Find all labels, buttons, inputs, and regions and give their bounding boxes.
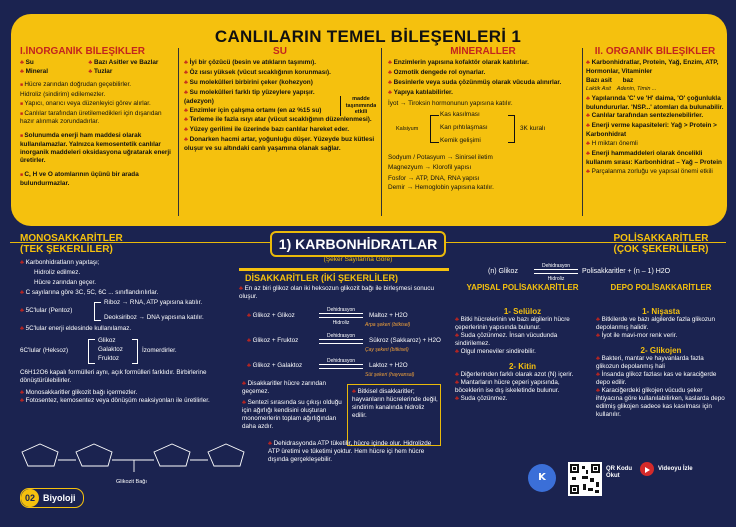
- di-reactant: ♣ Glikoz + Fruktoz: [247, 337, 298, 345]
- mineral-row: Demir → Hemoglobin yapısına katılır.: [388, 184, 494, 192]
- qr-code[interactable]: [568, 462, 602, 496]
- qr-icon: [568, 462, 602, 496]
- di-reactions: [239, 306, 444, 378]
- starch-item: ♣ Bitkilerde ve bazı algilerde fazla glikozun depolanmış halidir.: [596, 316, 726, 332]
- cellulose-head: 1- Selüloz: [503, 307, 542, 316]
- poli-head2: (ÇOK ŞEKERLİLER): [613, 244, 709, 255]
- glycogen-head: 2- Glikojen: [640, 346, 682, 355]
- di-product: Sükroz (Sakkaroz) + H2O: [369, 337, 441, 344]
- calcium-item: Kemik gelişimi: [440, 136, 481, 144]
- inorganic-item: ♣ Mineral: [20, 68, 88, 77]
- mono-head1: MONOSAKKARİTLER: [20, 233, 123, 244]
- inorganic-item: ♣ Tuzlar: [88, 68, 172, 77]
- di-arrow: [319, 317, 363, 318]
- poli-dehyd: Dehidrasyon: [541, 263, 571, 269]
- di-arrow: [319, 313, 363, 314]
- di-product: Maltoz + H2O: [369, 312, 408, 319]
- organic-prop: ♣ Canlılar tarafından sentezlenebilirler.: [586, 112, 724, 121]
- mono-formula: C6H12O6 kapalı formülleri aynı, açık formülleri farklıdır. Birbirlerine dönüştürülebilirler.: [20, 369, 207, 384]
- mono-note: ♣ Monosakkaritler glikozit bağı içermezler.: [20, 389, 250, 397]
- mineral-prop: ♣ Besinlerle veya suda çözünmüş olarak vücuda alınırlar.: [388, 79, 578, 88]
- water-prop: ♣ Öz ısısı yüksek (vücut sıcaklığının korunması).: [184, 69, 376, 78]
- page-badge: [20, 488, 84, 508]
- poli-arrow: [534, 273, 578, 274]
- di-head: DİSAKKARİTLER (İKİ ŞEKERLİLER): [245, 273, 398, 283]
- glycogen-item: ♣ Bakteri, mantar ve hayvanlarda fazla glikozun depolanmış hali: [596, 355, 726, 371]
- di-intro: ♣ En az biri glikoz olan iki heksozun glikozit bağı ile birleşmesi sonucu oluşur.: [239, 285, 444, 301]
- mineral-row: Sodyum / Potasyum → Sinirsel iletim: [388, 153, 493, 161]
- calcium-diagram: [388, 109, 578, 151]
- chitin-item: ♣ Suda çözünmez.: [455, 395, 590, 403]
- hexose-isomer: İzomerdirler.: [142, 347, 177, 354]
- water-side-note: madde taşınımında etkili: [340, 96, 376, 116]
- page-number: 02: [21, 489, 39, 507]
- sugar-ring: [208, 444, 244, 466]
- glycogen-item: ♣ Karaciğerdeki glikojen vücudu şeker ihtiyacına göre kullanılabilirken, kaslarda depo edilmiş glikojen sadece kas kasılması için kullanılır.: [596, 387, 726, 419]
- starch-head: 1- Nişasta: [642, 307, 680, 316]
- calcium-vit: 3K kuralı: [520, 124, 546, 132]
- cellulose-item: ♣ Olgul meneviler sindirebilir.: [455, 348, 590, 356]
- poli-eq-left: (n) Glikoz: [488, 268, 518, 275]
- sugar-ring: [154, 444, 190, 466]
- hexose-bracket: [88, 339, 95, 364]
- di-dehyd-label: Dehidrasyon: [326, 307, 356, 313]
- water-prop: ♣ Su molekülleri birbirini çeker (kohezyon): [184, 79, 334, 88]
- di-product: Laktoz + H2O: [369, 362, 408, 369]
- di-bar: [239, 268, 449, 271]
- poli-arrow: [534, 269, 578, 270]
- di-prop: ♣ Sentezi sırasında su çıkışı olduğu için ağırlığı kendisini oluşturan monomerlerin toplam ağırlığından daha azdır.: [242, 399, 342, 431]
- starch-item: ♣ İyot ile mavi-mor renk verir.: [596, 332, 726, 340]
- di-dehyd-label: Dehidrasyon: [326, 358, 356, 364]
- hexose-item: Glikoz: [98, 337, 116, 344]
- calcium-item: Kan pıhtılaşması: [440, 123, 488, 131]
- di-prop: ♣ Disakkaritler hücre zarından geçemez.: [242, 380, 342, 396]
- poli-equation: [488, 262, 728, 282]
- minerals-head: MİNERALLER: [450, 46, 516, 57]
- video-caption: Videoyu İzle: [658, 466, 693, 472]
- calcium-label: Kalsiyum: [396, 125, 419, 132]
- di-props-right: [352, 388, 438, 420]
- carb-subtitle: (Şeker Sayılarına Göre): [323, 256, 393, 263]
- poli-hidro: Hidroliz: [547, 276, 565, 282]
- structural-head: YAPISAL POLİSAKKARİTLER: [466, 283, 579, 292]
- di-reactant: ♣ Glikoz + Glikoz: [247, 312, 295, 320]
- page-title: CANLILARIN TEMEL BİLEŞENLERİ 1: [214, 27, 522, 46]
- mineral-row: Magnezyum → Klorofil yapısı: [388, 164, 472, 172]
- poli-section: [596, 233, 726, 255]
- organic-prop: ♣ H miktarı önemli: [586, 140, 724, 149]
- iyot-desc: Tiroksin hormonunun yapısına katılır.: [408, 99, 513, 107]
- structural-head-wrap: [455, 283, 590, 292]
- water-prop: ♣ Su molekülleri farklı tip yüzeylere yapışır. (adezyon): [184, 89, 334, 106]
- subject-label: Biyoloji: [43, 493, 76, 503]
- organic-prop: ♣ Enerji verme kapasiteleri: Yağ > Protein > Karbonhidrat: [586, 122, 724, 139]
- hexose-item: Galaktoz: [98, 346, 123, 353]
- inorganic-item: ♣ Bazı Asitler ve Bazlar: [88, 59, 172, 68]
- water-prop: ♣ Yüzey gerilimi ile üzerinde bazı canlılar hareket eder.: [184, 126, 376, 135]
- sugar-ring: [76, 444, 112, 466]
- minerals-column: [388, 46, 578, 218]
- di-desc: Süt şekeri (hayvansal): [365, 372, 415, 378]
- divider: [381, 48, 382, 216]
- inorganic-prop: ■ C, H ve O atomlarının üçünü bir arada bulundurmazlar.: [20, 171, 172, 188]
- organic-acid-row: Bazı asit baz: [586, 76, 634, 84]
- carb-title: 1) KARBONHİDRATLAR: [270, 231, 446, 257]
- inorganic-list: [20, 59, 172, 77]
- di-prop: ♣ Dehidrasyonda ATP tüketilir, hücre içinde olur. Hidrolizde ATP üretimi ve tüketimi yoktur. Hem hücre içi hem hücre dışında gerçekleşebilir.: [268, 440, 438, 464]
- pentose-riboz: Riboz → RNA, ATP yapısına katılır.: [104, 299, 203, 306]
- hexose-item: Fruktoz: [98, 355, 119, 362]
- brand-logo: K: [528, 464, 556, 492]
- di-arrow: [319, 343, 363, 344]
- iyot-row: İyot → Tiroksin hormonunun yapısına katılır.: [388, 99, 513, 107]
- divider: [582, 48, 583, 216]
- water-prop: ♣ Terleme ile fazla ısıyı atar (vücut sıcaklığının düzenlenmesi).: [184, 116, 376, 125]
- di-props-left: [242, 380, 342, 431]
- iyot-label: İyot: [388, 99, 399, 107]
- water-prop: ♣ Enzimler için çalışma ortamı (en az %15 su): [184, 107, 376, 116]
- di-body: [239, 285, 444, 301]
- sugar-ring: [22, 444, 58, 466]
- di-footnote: [268, 440, 438, 464]
- di-section: [245, 273, 445, 284]
- mono-note: ♣ Fotosentez, kemosentez veya dönüşüm reaksiyonları ile üretilirler.: [20, 397, 250, 405]
- cellulose-item: ♣ Suda çözünmez. İnsan vücudunda sindirilemez.: [455, 332, 590, 348]
- organic-prop: ♣ Parçalanma zorluğu ve yapısal önemi etkili: [586, 168, 724, 177]
- inorganic-prop: ■ Canlılar tarafından üretilemedikleri için dışarıdan hazır alınmak zorundadırlar.: [20, 110, 172, 127]
- di-hidro-label: Hidroliz: [332, 320, 350, 326]
- storage-head: DEPO POLİSAKKARİTLER: [610, 283, 712, 292]
- mono-line: Hücre zarından geçer.: [34, 279, 96, 286]
- mono-line: Hidroliz edilmez.: [34, 269, 81, 276]
- di-reactant: ♣ Glikoz + Galaktoz: [247, 362, 302, 370]
- storage-head-wrap: [596, 283, 726, 292]
- di-arrow: [319, 368, 363, 369]
- water-column: [184, 46, 376, 218]
- glycogen-item: ♣ İnsanda glikoz fazlası kas ve karaciğerde depo edilir.: [596, 371, 726, 387]
- pentose-diagram: [20, 299, 250, 323]
- pentose-bracket: [94, 302, 101, 321]
- water-head: SU: [273, 46, 287, 57]
- hexose-label: 6C'lular (Heksoz): [20, 347, 69, 354]
- mono-line: ♣ C sayılarına göre 3C, 5C, 6C ... sınıflandırılırlar.: [20, 289, 250, 297]
- water-prop: ♣ Donarken hacmi artar, yoğunluğu düşer. Yüzeyde buz kütlesi oluşur ve su altındaki canlı yaşamına olanak sağlar.: [184, 136, 376, 153]
- calcium-item: Kas kasılması: [440, 110, 480, 118]
- inorganic-prop: ■ Hücre zarından doğrudan geçebilirler.: [20, 81, 172, 90]
- di-prop: ♣ Bitkisel disakkaritler; hayvanların hücrelerinde değil, sindirim kanalında hidroliz edilir.: [352, 388, 438, 420]
- mineral-row: Fosfor → ATP, DNA, RNA yapısı: [388, 175, 480, 183]
- di-arrow: [319, 364, 363, 365]
- mineral-prop: ♣ Enzimlerin yapısına kofaktör olarak katılırlar.: [388, 59, 578, 68]
- mono-line: ♣ 5C'lular enerji eldesinde kullanılamaz.: [20, 325, 250, 333]
- mono-head2: (TEK ŞEKERLİLER): [20, 244, 113, 255]
- organic-prop: ♣ Enerji hammaddeleri olarak öncelikli kullanım sırası: Karbonhidrat – Yağ – Protein: [586, 150, 724, 167]
- storage-body: [596, 307, 726, 419]
- calcium-bracket: [430, 115, 439, 143]
- water-prop: ♣ İyi bir çözücü (besin ve atıkların taşınımı).: [184, 59, 376, 68]
- organic-head: II. ORGANİK BİLEŞİKLER: [594, 46, 716, 57]
- inorganic-column: [20, 46, 172, 218]
- mono-body: [20, 259, 250, 405]
- organic-prop: ♣ Yapılarında 'C' ve 'H' daima, 'O' çoğunlukla bulundururlar. 'NSP...' atomları da bulunabilir.: [586, 95, 724, 112]
- inorganic-item: ♣ Su: [20, 59, 88, 68]
- calcium-bracket: [508, 115, 515, 143]
- poli-eq-right: Polisakkaritler + (n – 1) H2O: [582, 268, 671, 275]
- glycosidic-bond-label: Glikozit Bağı: [116, 479, 147, 485]
- poli-head1: POLİSAKKARİTLER: [613, 233, 709, 244]
- qr-caption: QR Kodu Okut: [606, 466, 632, 479]
- mono-line: ♣ Karbonhidratların yapıtaşı;: [20, 259, 250, 267]
- mineral-prop: ♣ Ozmotik dengede rol oynarlar.: [388, 69, 578, 78]
- di-desc: Çay şekeri (bitkisel): [365, 347, 409, 353]
- organic-intro: ♣ Karbonhidratlar, Protein, Yağ, Enzim, ATP, Hormonlar, Vitaminler: [586, 59, 724, 76]
- structural-body: [455, 307, 590, 403]
- di-desc: Arpa şekeri (bitkisel): [365, 322, 411, 328]
- di-arrow: [319, 339, 363, 340]
- chitin-head: 2- Kitin: [508, 362, 537, 371]
- organic-acid-examples: Laktik Asit Adenin, Timin ...: [586, 85, 657, 92]
- pentose-label: ♣ 5C'lular (Pentoz): [20, 307, 72, 315]
- mono-section: [20, 233, 230, 255]
- organic-column: [586, 46, 724, 218]
- inorganic-prop: ■ Yapıcı, onarıcı veya düzenleyici görev alırlar.: [20, 100, 172, 109]
- di-dehyd-label: Dehidrasyon: [326, 333, 356, 339]
- inorganic-prop: ■ Solunumda enerji ham maddesi olarak kullanılamazlar. Yalnızca kemosentetik canlılar inorganik maddeleri oksidasyona uğratarak enerji üretirler.: [20, 132, 172, 165]
- divider: [178, 48, 179, 216]
- chitin-item: ♣ Diğerlerinden farklı olarak azot (N) içerir.: [455, 371, 590, 379]
- inorganic-head: I.İNORGANİK BİLEŞİKLER: [20, 46, 146, 57]
- mineral-prop: ♣ Yapıya katılabilirler.: [388, 89, 578, 98]
- play-icon[interactable]: [640, 462, 654, 476]
- inorganic-prop: Hidroliz (sindirim) edilemezler.: [20, 90, 106, 98]
- cellulose-item: ♣ Bitki hücrelerinin ve bazı algilerin hücre çeperlerinin yapısında bulunur.: [455, 316, 590, 332]
- hexose-bracket: [132, 339, 138, 364]
- pentose-deoks: Deoksiriboz → DNA yapısına katılır.: [104, 314, 204, 321]
- hexose-diagram: [20, 337, 250, 365]
- chitin-item: ♣ Mantarların hücre çeperi yapısında, böceklerin ise dış iskeletinde bulunur.: [455, 379, 590, 395]
